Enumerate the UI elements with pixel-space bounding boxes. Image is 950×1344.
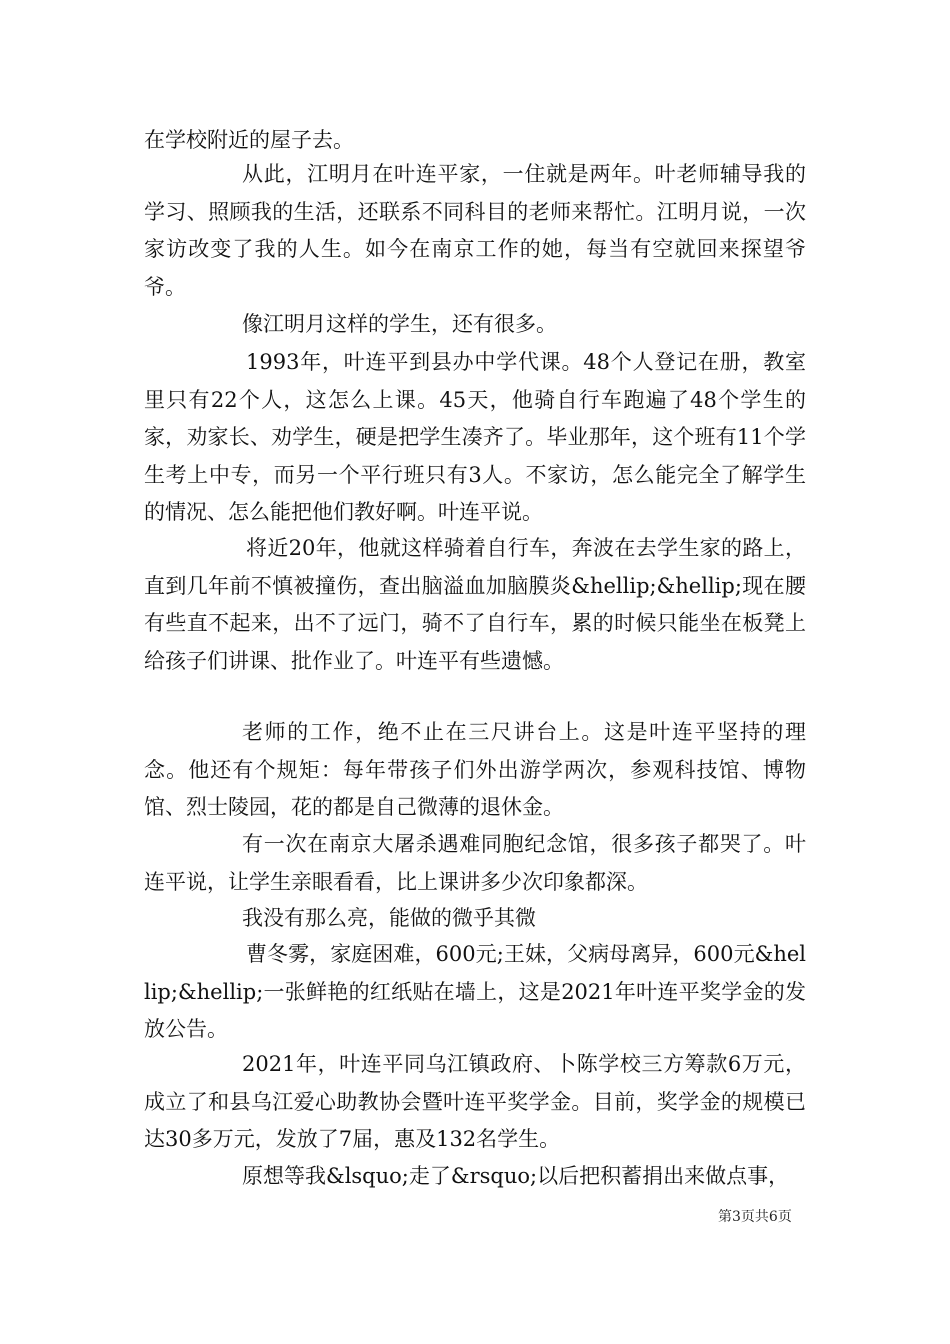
paragraph-1: 在学校附近的屋子去。 [144,128,354,152]
paragraph-10: 原想等我&lsquo;走了&rsquo;以后把积蓄捐出来做点事， [242,1164,790,1188]
paragraph-subheading: 我没有那么亮，能做的微乎其微 [242,906,536,930]
paragraph-5: 将近20年，他就这样骑着自行车，奔波在去学生家的路上，直到几年前不慎被撞伤，查出脑溢血加脑膜炎&hellip;&hellip;现在腰有些直不起来，出不了远门，骑不了自行车，累的时候只能坐在板凳上给孩子们讲课、批作业了。叶连平有些遗憾。 [144,536,806,673]
paragraph-2: 从此，江明月在叶连平家，一住就是两年。叶老师辅导我的学习、照顾我的生活，还联系不同科目的老师来帮忙。江明月说，一次家访改变了我的人生。如今在南京工作的她，每当有空就回来探望爷爷。 [144,162,806,299]
paragraph-9: 2021年，叶连平同乌江镇政府、卜陈学校三方筹款6万元，成立了和县乌江爱心助教协会暨叶连平奖学金。目前，奖学金的规模已达30多万元，发放了7届，惠及132名学生。 [144,1052,806,1151]
page-number: 第3页共6页 [718,1209,792,1225]
paragraph-4: 1993年，叶连平到县办中学代课。48个人登记在册，教室里只有22个人，这怎么上课。45天，他骑自行车跑遍了48个学生的家，劝家长、劝学生，硬是把学生凑齐了。毕业那年，这个班有11个学生考上中专，而另一个平行班只有3人。不家访，怎么能完全了解学生的情况、怎么能把他们教好啊。叶连平说。 [144,350,806,524]
paragraph-6: 老师的工作，绝不止在三尺讲台上。这是叶连平坚持的理念。他还有个规矩：每年带孩子们外出游学两次，参观科技馆、博物馆、烈士陵园，花的都是自己微薄的退休金。 [144,720,806,819]
paragraph-7: 有一次在南京大屠杀遇难同胞纪念馆，很多孩子都哭了。叶连平说，让学生亲眼看看，比上课讲多少次印象都深。 [144,832,806,894]
paragraph-8: 曹冬雾，家庭困难，600元;王妹，父病母离异，600元&hellip;&hellip;一张鲜艳的红纸贴在墙上，这是2021年叶连平奖学金的发放公告。 [144,942,806,1041]
paragraph-3: 像江明月这样的学生，还有很多。 [242,312,557,336]
